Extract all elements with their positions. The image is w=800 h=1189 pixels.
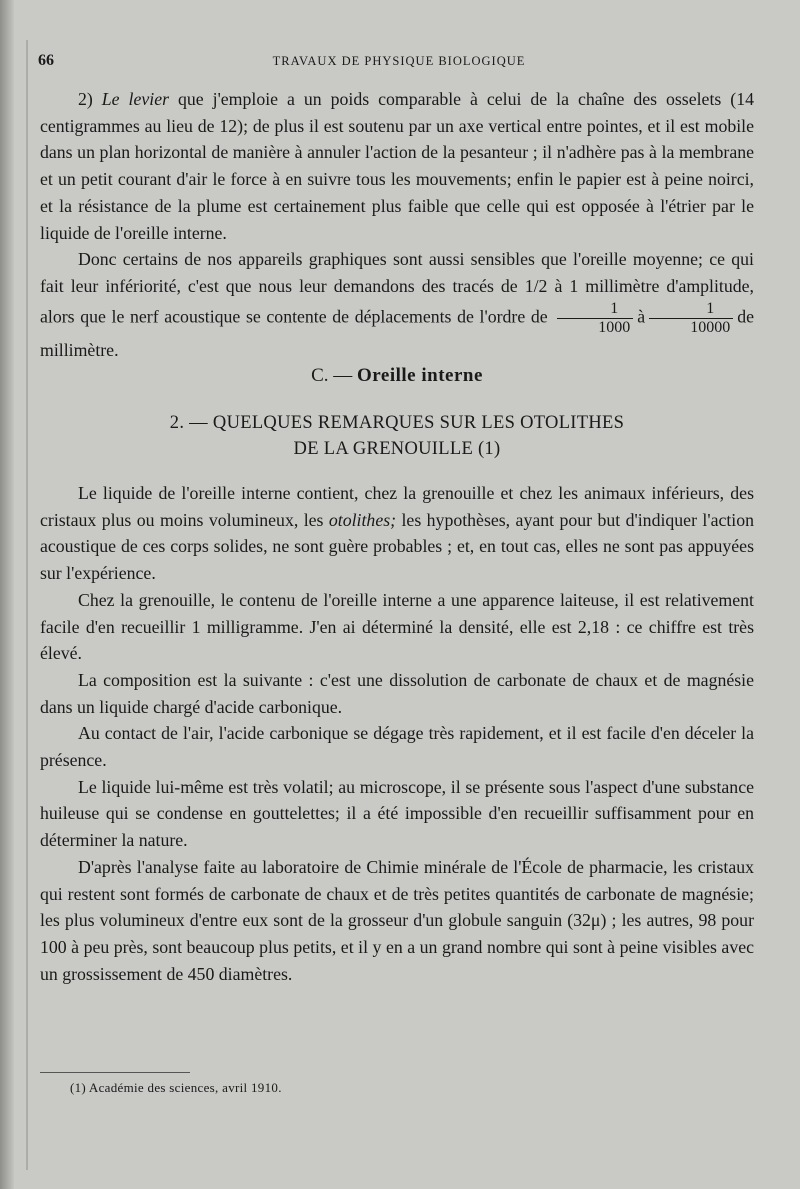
paragraph-contact-air: Au contact de l'air, l'acide carbonique se dégage très rapidement, et il est facile d'en déceler la présence. [40,723,754,771]
paragraph-composition: La composition est la suivante : c'est une dissolution de carbonate de chaux et de magnésie dans un liquide chargé d'acide carbonique. [40,669,754,717]
page-header [38,50,760,74]
page-number: 66 [38,52,54,69]
section-heading: C. — Oreille interne [311,365,483,387]
fraction-1-1000: $\frac{1}{1000}$ [557,300,633,337]
paragraph-otolithes: Le liquide de l'oreille interne contient, chez la grenouille et chez les animaux inférieurs, des cristaux plus ou moins volumineux, les otolithes; les hypothèses, ayant pour but d'indiquer l'action acoustique de ces corps solides, ne sont guère probables ; et, en tout cas, elles ne sont pas appuyées sur l'expérience. [40,483,755,584]
running-title: TRAVAUX DE PHYSIQUE BIOLOGIQUE [272,54,526,68]
paragraph-liquide: Le liquide lui-même est très volatil; au microscope, il se présente sous l'aspect d'une substance huileuse qui se condense en gouttelettes; il a été impossible d'en recueillir suffisamment pour en déterminer la nature. [40,776,754,851]
italic-otolithes: otolithes; [328,509,397,530]
page-binding-shadow [26,40,28,1170]
paragraph-analyse: D'après l'analyse faite au laboratoire de Chimie minérale de l'École de pharmacie, les cristaux qui restent sont formés de carbonate de chaux et de très petites quantités de carbonate de magnésie; les plus volumineux d'entre eux sont de la grosseur d'un globule sanguin (32μ) ; les autres, 98 pour 100 à peu près, sont beaucoup plus petits, et il y en a un grand nombre qui sont à peine visibles avec un grossissement de 450 diamètres. [40,856,754,984]
footnote: (1) Académie des sciences, avril 1910. [70,1080,282,1095]
paragraph-appareils: Donc certains de nos appareils graphiques sont aussi sensibles que l'oreille moyenne; ce qui fait leur infériorité, c'est que nous leur demandons des tracés de 1/2 à 1 millimètre d'amplitude, alors que le nerf acoustique se contente de déplacements de l'ordre de $\frac{1}{1000}$ à $\frac{1}{10000}$ de millimètre. [40,249,754,360]
fraction-1-10000: $\frac{1}{10000}$ [649,300,733,337]
paragraph-levier: 2) Le levier que j'emploie a un poids comparable à celui de la chaîne des osselets (14 centigrammes au lieu de 12); de plus il est soutenu par un axe vertical entre pointes, et il est mobile dans un plan horizontal de manière à annuler l'action de la pesanteur ; il n'adhère pas à la membrane et un petit courant d'air le force à en suivre tous les mouvements; enfin le papier est à peine noirci, et la résistance de la plume est certainement plus faible que celle qui est opposée à l'étrier par le liquide de l'oreille interne. [40,89,754,243]
page-binding-edge [0,0,14,1189]
paragraph-densite: Chez la grenouille, le contenu de l'oreille interne a une apparence laiteuse, il est relativement facile d'en recueillir 1 milligramme. J'en ai déterminé la densité, elle est 2,18 : ce chiffre est très élevé. [40,589,754,664]
body-text [40,86,754,987]
subsection-title: 2. — QUELQUES REMARQUES SUR LES OTOLITHES DE LA GRENOUILLE (1) [169,413,625,460]
subsection-body [40,480,754,987]
section-title: Oreille interne [357,365,483,387]
footnote-divider [40,1072,190,1073]
italic-le-levier: Le levier [101,89,170,109]
